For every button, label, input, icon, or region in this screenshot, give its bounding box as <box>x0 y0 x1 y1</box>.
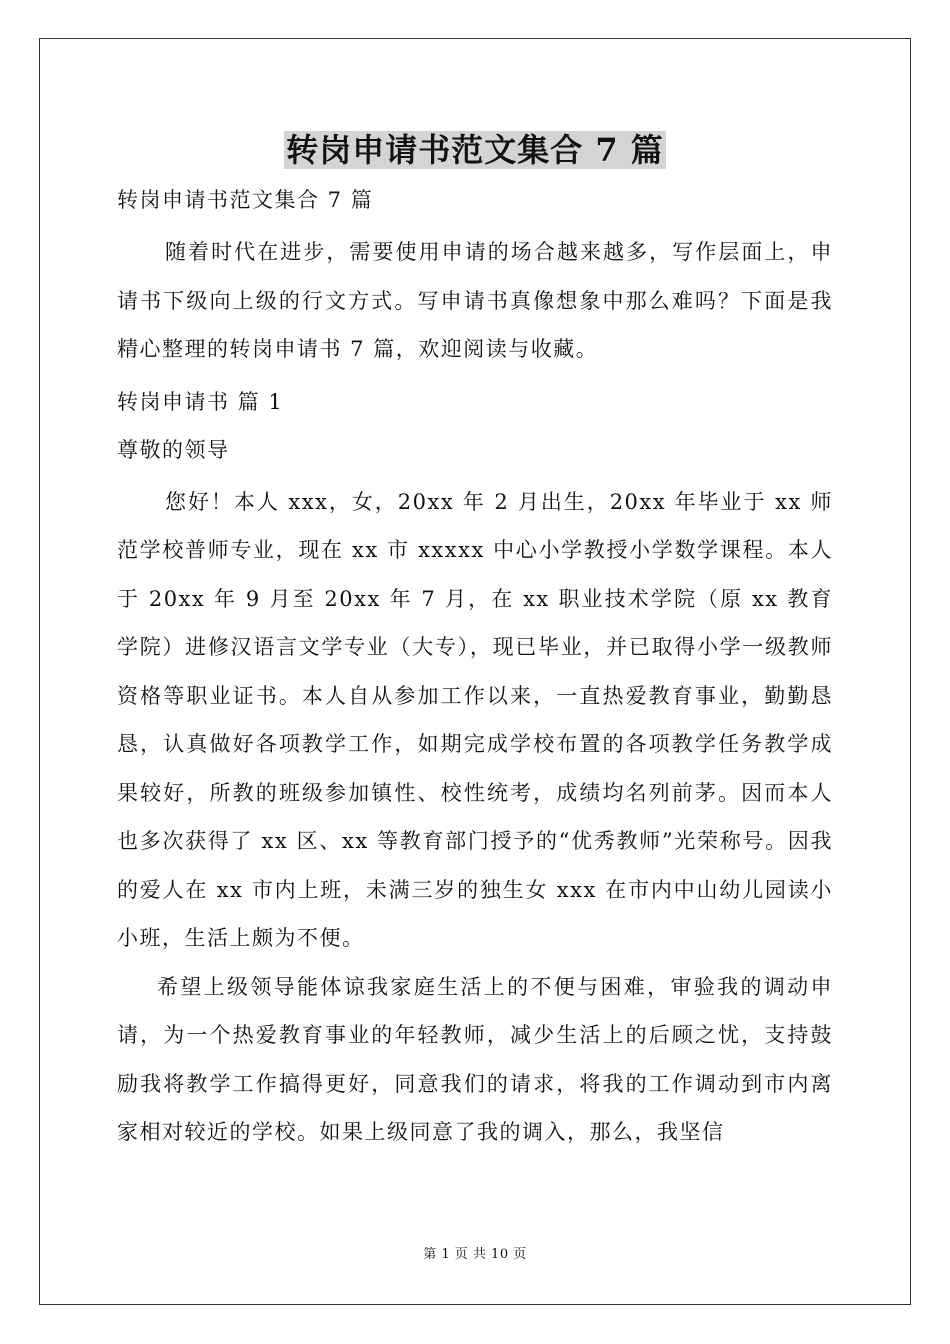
document-subtitle: 转岗申请书范文集合 7 篇 <box>117 188 374 212</box>
body-paragraph-1: 您好！本人 xxx，女，20xx 年 2 月出生，20xx 年毕业于 xx 师范学校普师专业，现在 xx 市 xxxxx 中心小学教授小学数学课程。本人于 20xx 年 9 月至 20xx 年 7 月，在 xx 职业技术学院（原 xx 教育学院）进修汉语言文学专业（大专），现已毕业，并已取得小学一级教师资格等职业证书。本人自从参加工作以来，一直热爱教育事业，勤勤恳恳，认真做好各项教学工作，如期完成学校布置的各项教学任务教学成果较好，所教的班级参加镇性、校性统考，成绩均名列前茅。因而本人也多次获得了 xx 区、xx 等教育部门授予的“优秀教师”光荣称号。因我的爱人在 xx 市内上班，未满三岁的独生女 xxx 在市内中山幼儿园读小小班，生活上颇为不便。 <box>117 489 833 950</box>
body-paragraph-2: 希望上级领导能体谅我家庭生活上的不便与困难，审验我的调动申请，为一个热爱教育事业的年轻教师，减少生活上的后顾之忧，支持鼓励我将教学工作搞得更好，同意我们的请求，将我的工作调动到市内离家相对较近的学校。如果上级同意了我的调入，那么，我坚信 <box>117 974 833 1144</box>
page-footer: 第 1 页 共 10 页 <box>423 1247 527 1262</box>
salutation: 尊敬的领导 <box>117 437 230 462</box>
document-title-text: 转岗申请书范文集合 7 篇 <box>286 131 664 169</box>
section-heading: 转岗申请书 篇 1 <box>117 389 284 414</box>
document-body <box>117 180 833 1157</box>
intro-paragraph: 随着时代在进步，需要使用申请的场合越来越多，写作层面上，申请书下级向上级的行文方式。写申请书真像想象中那么难吗？下面是我精心整理的转岗申请书 7 篇，欢迎阅读与收藏。 <box>117 240 833 361</box>
document-title <box>0 128 950 172</box>
